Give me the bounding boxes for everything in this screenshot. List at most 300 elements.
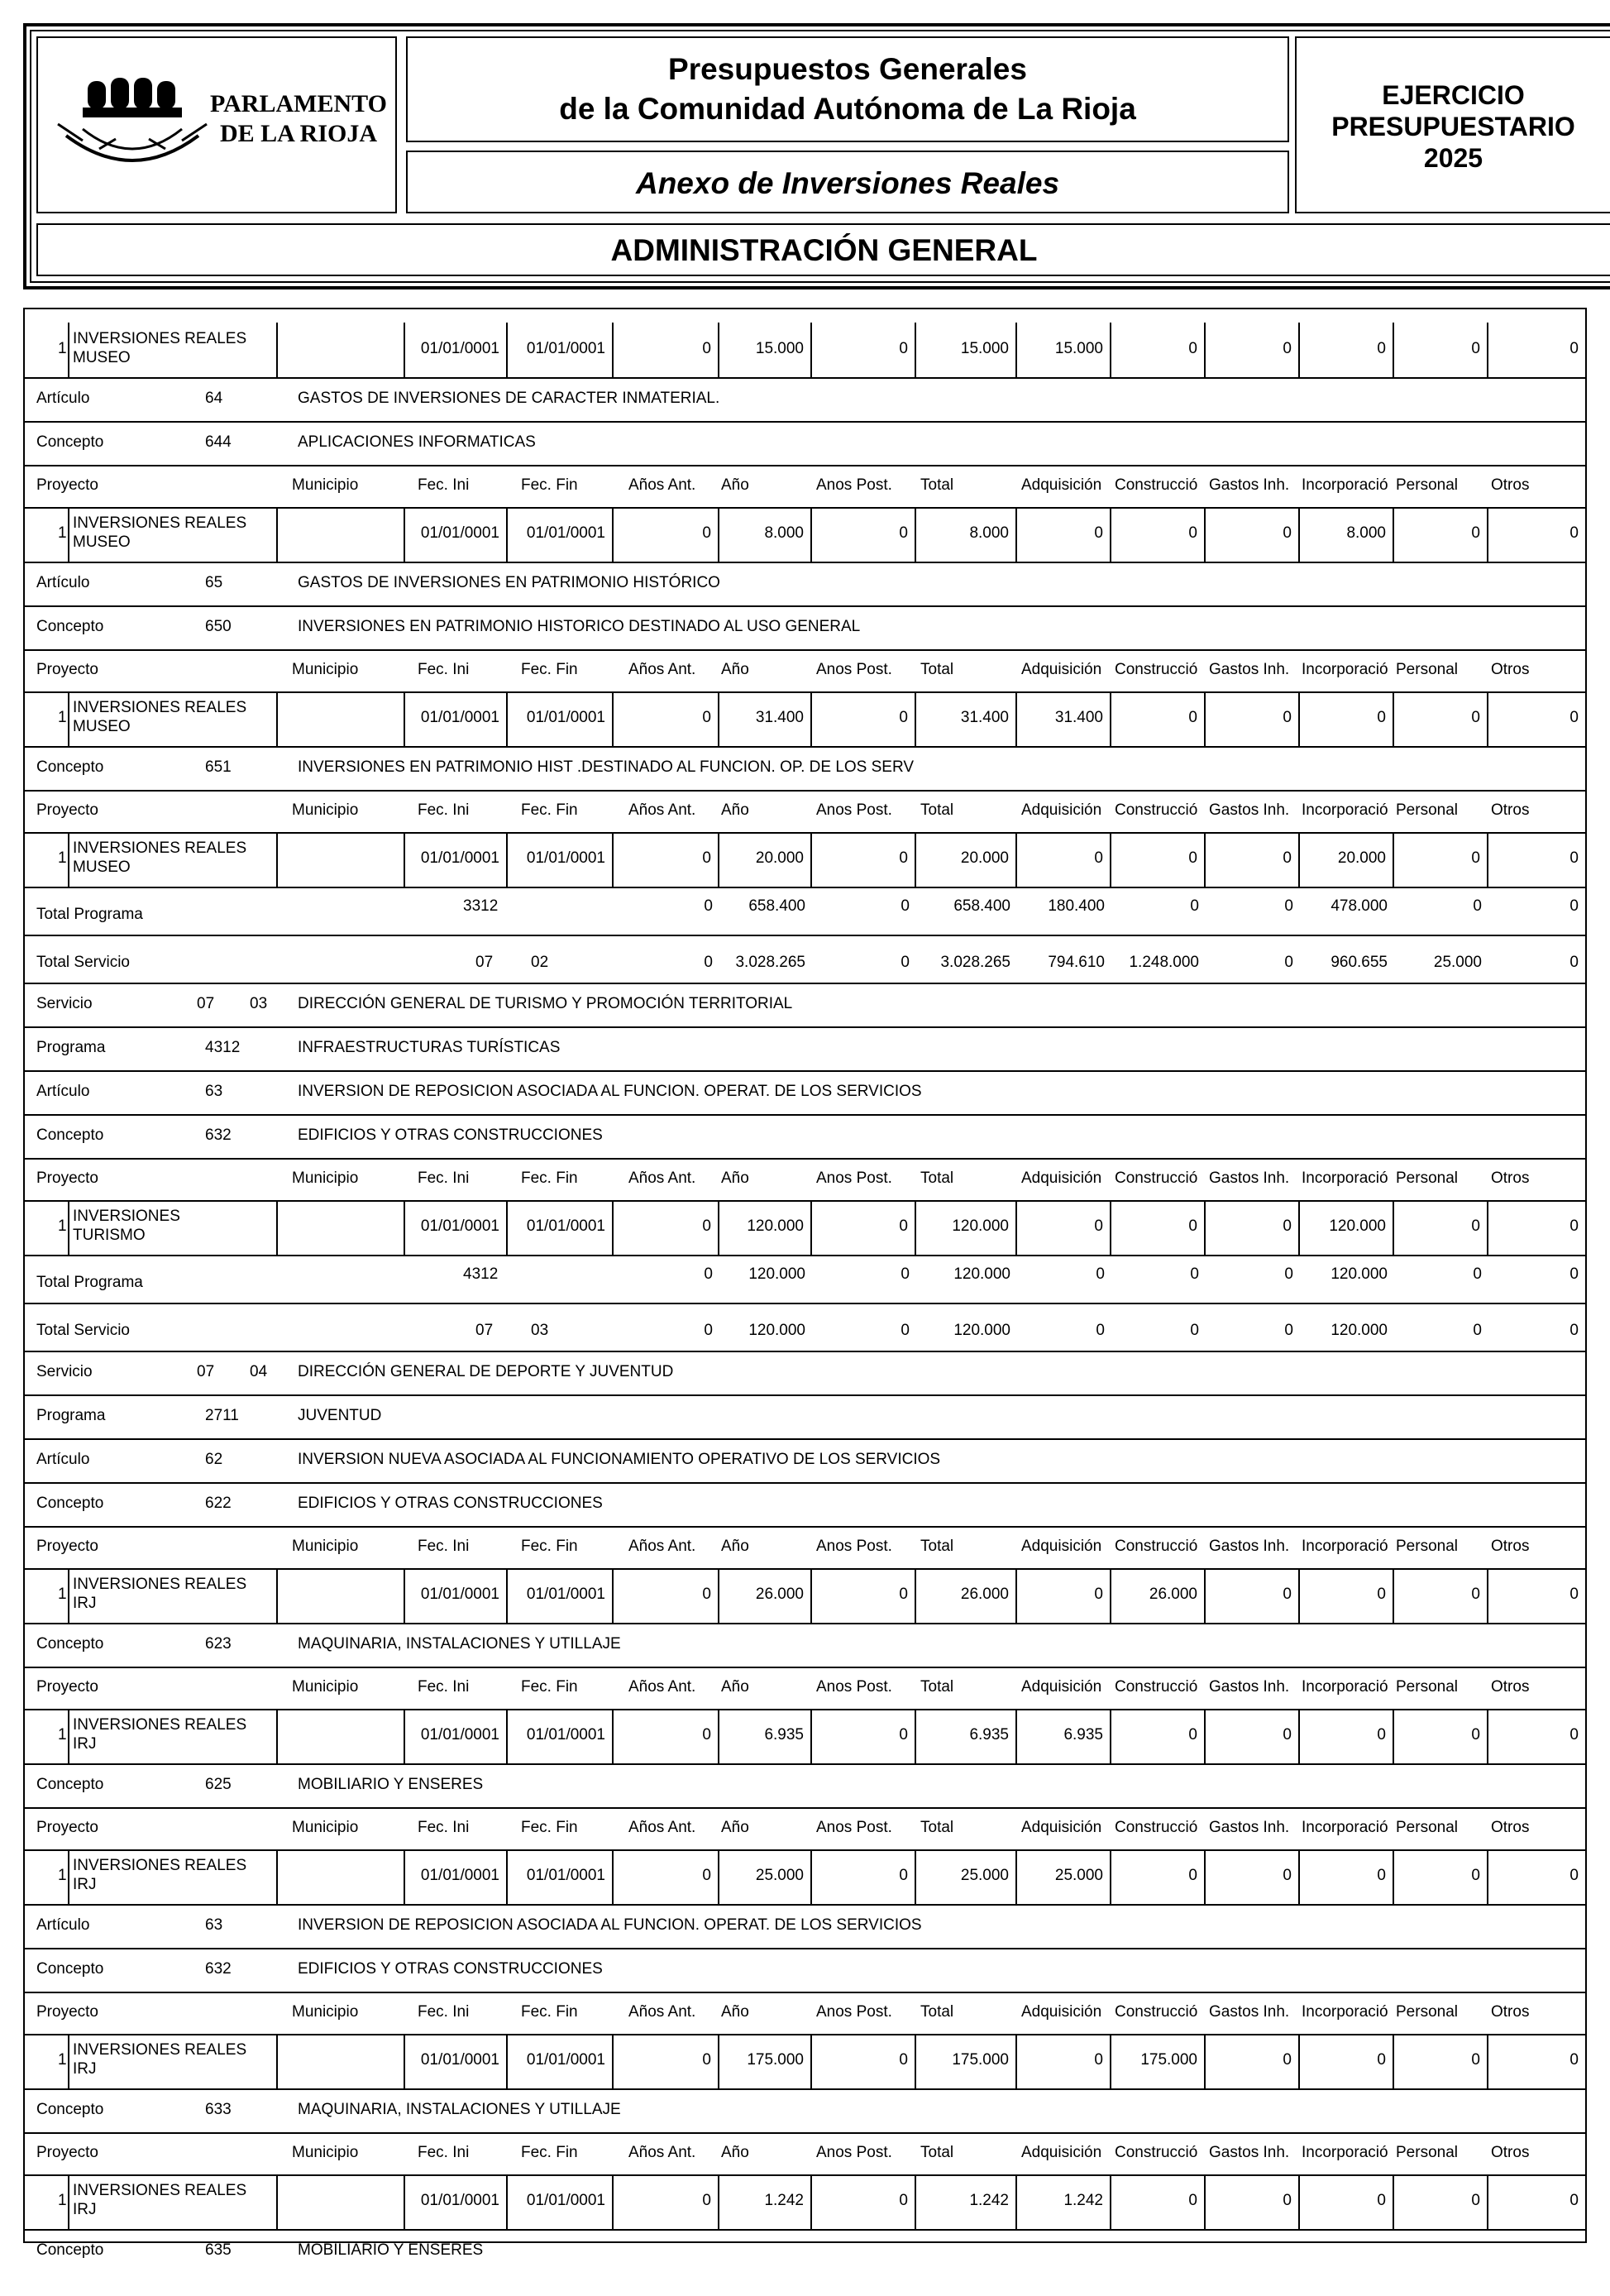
column-header: Gastos Inh. [1209,1538,1290,1555]
project-value: 0 [812,507,916,562]
project-value: 175.000 [1111,2034,1206,2088]
row-description: INFRAESTRUCTURAS TURÍSTICAS [298,1039,561,1056]
project-value: 01/01/0001 [508,1709,614,1763]
project-name [69,2174,278,2229]
column-header-row [25,1992,1585,2035]
row-number: 1 [58,524,67,542]
row-code: 632 [205,1126,232,1144]
project-name-line2: IRJ [73,2060,97,2078]
total-value: 478.000 [1331,897,1388,915]
project-value: 20.000 [1300,832,1394,887]
project-name [69,1849,278,1904]
classification-row [25,1623,1585,1668]
total-label: Total Programa [36,1274,143,1291]
classification-row [25,2229,1585,2273]
project-row [25,2034,1585,2090]
column-header: Adquisición [1021,476,1102,494]
classification-row [25,1070,1585,1116]
project-value: 0 [1569,709,1579,726]
total-value: 180.400 [1048,897,1105,915]
total-value: 0 [901,1265,910,1283]
total-value: 0 [1096,1322,1105,1339]
column-header: Construcció [1115,661,1198,678]
total-value: 120.000 [1331,1322,1388,1339]
column-header: Año [721,1538,749,1555]
exercise-line2: PRESUPUESTARIO [1331,112,1575,141]
project-name-line1: INVERSIONES REALES [73,514,247,532]
project-value: 0 [1206,691,1300,746]
column-header: Proyecto [36,476,98,494]
project-value: 01/01/0001 [508,1568,614,1623]
row-label: Artículo [36,1451,90,1468]
total-value: 25.000 [1433,954,1482,971]
row-label: Servicio [36,995,93,1012]
project-value: 20.000 [916,832,1017,887]
project-value: 01/01/0001 [508,1849,614,1904]
classification-row [25,605,1585,651]
row-code: 65 [205,574,223,591]
project-value: 31.400 [719,691,812,746]
column-header: Personal [1396,661,1458,678]
municipio-cell [278,1709,405,1763]
column-header: Municipio [292,661,359,678]
project-value: 0 [614,507,719,562]
row-label: Concepto [36,1960,104,1978]
row-code: 623 [205,1635,232,1653]
classification-row [25,562,1585,607]
row-label: Artículo [36,1083,90,1100]
row-code2: 04 [250,1363,268,1380]
municipio-cell [278,2034,405,2088]
project-name-line1: INVERSIONES REALES [73,839,247,857]
column-header: Fec. Fin [521,1819,578,1836]
column-header: Municipio [292,1538,359,1555]
row-code: 4312 [205,1039,241,1056]
column-header: Fec. Ini [418,1170,470,1187]
column-header: Incorporació [1302,661,1388,678]
project-value: 26.000 [916,1568,1017,1623]
total-value: 120.000 [748,1322,805,1339]
row-number: 1 [58,1726,67,1744]
total-value: 0 [1473,897,1482,915]
project-value: 01/01/0001 [508,832,614,887]
total-value: 0 [1190,1265,1199,1283]
row-code: 625 [205,1776,232,1793]
project-name [69,691,278,746]
project-value: 6.935 [916,1709,1017,1763]
row-label: Concepto [36,433,104,451]
project-name-line1: INVERSIONES [73,1208,180,1225]
column-header-row [25,465,1585,509]
project-name-line2: MUSEO [73,533,131,551]
project-value: 0 [1394,832,1488,887]
column-header: Adquisición [1021,2144,1102,2161]
row-label: Concepto [36,2241,104,2259]
project-value: 0 [1394,1849,1488,1904]
total-value: 794.610 [1048,954,1105,971]
column-header: Años Ant. [628,1170,696,1187]
column-header: Fec. Fin [521,1678,578,1696]
project-value: 8.000 [719,507,812,562]
total-value: 0 [1284,1322,1293,1339]
column-header: Año [721,1819,749,1836]
total-value: 120.000 [953,1265,1010,1283]
column-header: Año [721,2144,749,2161]
column-header: Personal [1396,2003,1458,2021]
project-value: 6.935 [719,1709,812,1763]
classification-row [25,1351,1585,1396]
project-value: 31.400 [916,691,1017,746]
total-value: 1.248.000 [1129,954,1199,971]
project-value: 01/01/0001 [508,2174,614,2229]
project-value: 01/01/0001 [405,2034,508,2088]
project-value: 0 [1111,323,1206,377]
column-header: Proyecto [36,1819,98,1836]
parliament-line2: DE LA RIOJA [219,120,378,147]
project-name-line2: IRJ [73,1595,97,1612]
total-value: 0 [704,897,713,915]
project-value: 0 [614,2174,719,2229]
column-header: Fec. Ini [418,1538,470,1555]
project-value: 0 [1017,832,1111,887]
row-label: Artículo [36,574,90,591]
project-value: 0 [1017,507,1111,562]
column-header: Gastos Inh. [1209,2003,1290,2021]
row-label: Artículo [36,390,90,407]
classification-row [25,2088,1585,2134]
project-value: 01/01/0001 [405,832,508,887]
column-header: Municipio [292,2144,359,2161]
row-label: Concepto [36,1635,104,1653]
project-value: 01/01/0001 [405,2174,508,2229]
column-header: Año [721,1170,749,1187]
project-value: 0 [1206,1568,1300,1623]
row-number: 1 [58,1217,67,1235]
row-label: Programa [36,1407,106,1424]
row-label: Concepto [36,1126,104,1144]
project-value: 0 [614,832,719,887]
column-header-row [25,1526,1585,1570]
project-row [25,832,1585,888]
project-value: 20.000 [719,832,812,887]
column-header: Fec. Fin [521,2144,578,2161]
project-value: 0 [1111,691,1206,746]
column-header: Fec. Fin [521,801,578,819]
total-row [25,935,1585,984]
column-header: Construcció [1115,476,1198,494]
column-header: Anos Post. [816,2144,892,2161]
row-label: Concepto [36,618,104,635]
project-name [69,1568,278,1623]
column-header: Otros [1491,801,1530,819]
total-value: 658.400 [953,897,1010,915]
column-header: Incorporació [1302,1538,1388,1555]
column-header: Fec. Fin [521,2003,578,2021]
column-header: Otros [1491,1170,1530,1187]
project-value: 01/01/0001 [508,507,614,562]
classification-row [25,746,1585,792]
project-value: 0 [1111,1849,1206,1904]
total-label: Total Programa [36,906,143,923]
project-name-line2: IRJ [73,1735,97,1753]
column-header: Otros [1491,1538,1530,1555]
column-header-row [25,1807,1585,1851]
column-header-row [25,1158,1585,1202]
column-header: Año [721,1678,749,1696]
municipio-cell [278,691,405,746]
total-value: 0 [901,1322,910,1339]
classification-row [25,1948,1585,1993]
column-header: Años Ant. [628,801,696,819]
municipio-cell [278,1200,405,1255]
project-name-line2: MUSEO [73,859,131,876]
total-value: 0 [1284,954,1293,971]
column-header: Otros [1491,476,1530,494]
total-row [25,1303,1585,1352]
project-value: 0 [614,1709,719,1763]
project-value: 0 [1206,832,1300,887]
project-value: 0 [1206,323,1300,377]
column-header: Fec. Ini [418,2003,470,2021]
column-header: Total [920,1678,954,1696]
project-name [69,1200,278,1255]
project-row [25,691,1585,748]
project-value: 26.000 [1111,1568,1206,1623]
municipio-cell [278,507,405,562]
column-header: Adquisición [1021,1170,1102,1187]
classification-row [25,377,1585,423]
project-row [25,1568,1585,1624]
column-header: Otros [1491,1819,1530,1836]
budget-title [406,36,1289,142]
column-header: Municipio [292,801,359,819]
project-name-line2: IRJ [73,1876,97,1893]
project-name-line1: INVERSIONES REALES [73,2041,247,2059]
total-row [25,887,1585,936]
column-header: Proyecto [36,2144,98,2161]
project-value: 01/01/0001 [405,1200,508,1255]
column-header: Fec. Ini [418,2144,470,2161]
total-value: 0 [1569,1265,1579,1283]
row-description: INVERSION DE REPOSICION ASOCIADA AL FUNCION. OPERAT. DE LOS SERVICIOS [298,1916,922,1934]
column-header: Total [920,661,954,678]
row-description: EDIFICIOS Y OTRAS CONSTRUCCIONES [298,1495,603,1512]
row-description: MOBILIARIO Y ENSERES [298,2241,484,2259]
column-header: Anos Post. [816,476,892,494]
total-code: 4312 [463,1265,499,1283]
project-name-line1: INVERSIONES REALES [73,2182,247,2199]
project-value: 0 [812,323,916,377]
row-description: INVERSION NUEVA ASOCIADA AL FUNCIONAMIENTO OPERATIVO DE LOS SERVICIOS [298,1451,941,1468]
row-number: 1 [58,1867,67,1884]
project-value: 01/01/0001 [405,323,508,377]
row-code: 644 [205,433,232,451]
row-code: 622 [205,1495,232,1512]
column-header: Años Ant. [628,2003,696,2021]
row-label: Servicio [36,1363,93,1380]
column-header: Incorporació [1302,2003,1388,2021]
project-name [69,2034,278,2088]
total-row [25,1255,1585,1304]
project-value: 15.000 [1017,323,1111,377]
project-value: 0 [1569,2051,1579,2069]
column-header: Construcció [1115,2144,1198,2161]
column-header: Proyecto [36,801,98,819]
column-header-row [25,649,1585,693]
column-header: Adquisición [1021,1538,1102,1555]
column-header: Fec. Ini [418,661,470,678]
row-description: MAQUINARIA, INSTALACIONES Y UTILLAJE [298,2101,621,2118]
project-value: 0 [614,1849,719,1904]
column-header: Construcció [1115,2003,1198,2021]
column-header-row [25,1667,1585,1710]
project-value: 8.000 [916,507,1017,562]
municipio-cell [278,2174,405,2229]
column-header: Otros [1491,661,1530,678]
total-value: 0 [1569,954,1579,971]
project-name-line2: MUSEO [73,718,131,735]
row-code: 07 [197,1363,215,1380]
classification-row [25,1026,1585,1072]
column-header: Proyecto [36,1538,98,1555]
project-value: 01/01/0001 [405,1849,508,1904]
row-number: 1 [58,1586,67,1603]
column-header: Año [721,476,749,494]
project-value: 25.000 [1017,1849,1111,1904]
project-value: 0 [1300,691,1394,746]
project-value: 0 [1394,1200,1488,1255]
column-header: Municipio [292,1819,359,1836]
column-header: Adquisición [1021,1819,1102,1836]
column-header: Gastos Inh. [1209,1170,1290,1187]
row-description: GASTOS DE INVERSIONES DE CARACTER INMATERIAL. [298,390,720,407]
total-label: Total Servicio [36,954,130,971]
total-code: 07 [475,954,494,971]
row-number: 1 [58,849,67,867]
column-header: Municipio [292,2003,359,2021]
total-value: 120.000 [748,1265,805,1283]
total-value: 0 [1569,1322,1579,1339]
project-value: 0 [812,2034,916,2088]
total-value: 0 [1569,897,1579,915]
column-header: Personal [1396,1538,1458,1555]
column-header: Construcció [1115,1170,1198,1187]
column-header: Incorporació [1302,2144,1388,2161]
project-value: 175.000 [916,2034,1017,2088]
column-header: Año [721,801,749,819]
column-header: Proyecto [36,1170,98,1187]
project-value: 0 [1017,1200,1111,1255]
column-header: Personal [1396,2144,1458,2161]
project-value: 0 [1394,691,1488,746]
column-header: Construcció [1115,801,1198,819]
column-header: Municipio [292,476,359,494]
row-description: INVERSIONES EN PATRIMONIO HIST .DESTINADO AL FUNCION. OP. DE LOS SERV [298,758,915,776]
column-header: Otros [1491,2144,1530,2161]
project-value: 0 [614,1568,719,1623]
column-header: Anos Post. [816,1819,892,1836]
project-value: 15.000 [719,323,812,377]
row-code2: 03 [250,995,268,1012]
column-header: Incorporació [1302,1819,1388,1836]
column-header: Anos Post. [816,2003,892,2021]
row-code: 62 [205,1451,223,1468]
column-header: Fec. Fin [521,1538,578,1555]
column-header: Años Ant. [628,1678,696,1696]
exercise-year: 2025 [1423,143,1483,173]
column-header-row [25,790,1585,834]
project-value: 0 [812,1849,916,1904]
row-description: MAQUINARIA, INSTALACIONES Y UTILLAJE [298,1635,621,1653]
project-name-line2: IRJ [73,2201,97,2218]
project-value: 0 [1394,2174,1488,2229]
exercise-box [1295,36,1610,213]
project-value: 0 [1206,507,1300,562]
total-code2: 02 [531,954,549,971]
total-code: 07 [475,1322,494,1339]
project-value: 0 [614,2034,719,2088]
total-value: 0 [1473,1322,1482,1339]
project-value: 0 [1394,1568,1488,1623]
total-value: 0 [1284,1265,1293,1283]
project-name-line2: TURISMO [73,1227,146,1244]
row-description: EDIFICIOS Y OTRAS CONSTRUCCIONES [298,1126,603,1144]
project-value: 0 [1569,1586,1579,1603]
project-value: 0 [1111,1200,1206,1255]
project-value: 25.000 [916,1849,1017,1904]
project-value: 0 [1300,1709,1394,1763]
parliament-name [203,89,394,149]
column-header: Anos Post. [816,1538,892,1555]
row-code: 632 [205,1960,232,1978]
column-header: Total [920,1170,954,1187]
row-code: 651 [205,758,232,776]
column-header: Fec. Fin [521,476,578,494]
row-code: 63 [205,1083,223,1100]
row-label: Artículo [36,1916,90,1934]
column-header: Proyecto [36,2003,98,2021]
classification-row [25,421,1585,466]
column-header: Otros [1491,2003,1530,2021]
column-header: Anos Post. [816,661,892,678]
column-header: Adquisición [1021,1678,1102,1696]
project-row [25,1849,1585,1906]
row-label: Programa [36,1039,106,1056]
column-header: Total [920,2003,954,2021]
column-header: Total [920,1538,954,1555]
row-number: 1 [58,2051,67,2069]
total-value: 120.000 [953,1322,1010,1339]
project-value: 0 [1300,2174,1394,2229]
row-code: 635 [205,2241,232,2259]
project-value: 1.242 [719,2174,812,2229]
project-value: 26.000 [719,1568,812,1623]
project-value: 01/01/0001 [508,1200,614,1255]
column-header: Adquisición [1021,2003,1102,2021]
column-header: Años Ant. [628,1819,696,1836]
column-header: Adquisición [1021,661,1102,678]
project-value: 0 [1206,1709,1300,1763]
column-header: Años Ant. [628,2144,696,2161]
title-line1: Presupuestos Generales [668,52,1027,86]
column-header: Año [721,2003,749,2021]
project-row [25,323,1585,379]
municipio-cell [278,323,405,377]
classification-row [25,1438,1585,1484]
project-value: 8.000 [1300,507,1394,562]
project-name-line1: INVERSIONES REALES [73,1716,247,1734]
row-label: Concepto [36,1776,104,1793]
